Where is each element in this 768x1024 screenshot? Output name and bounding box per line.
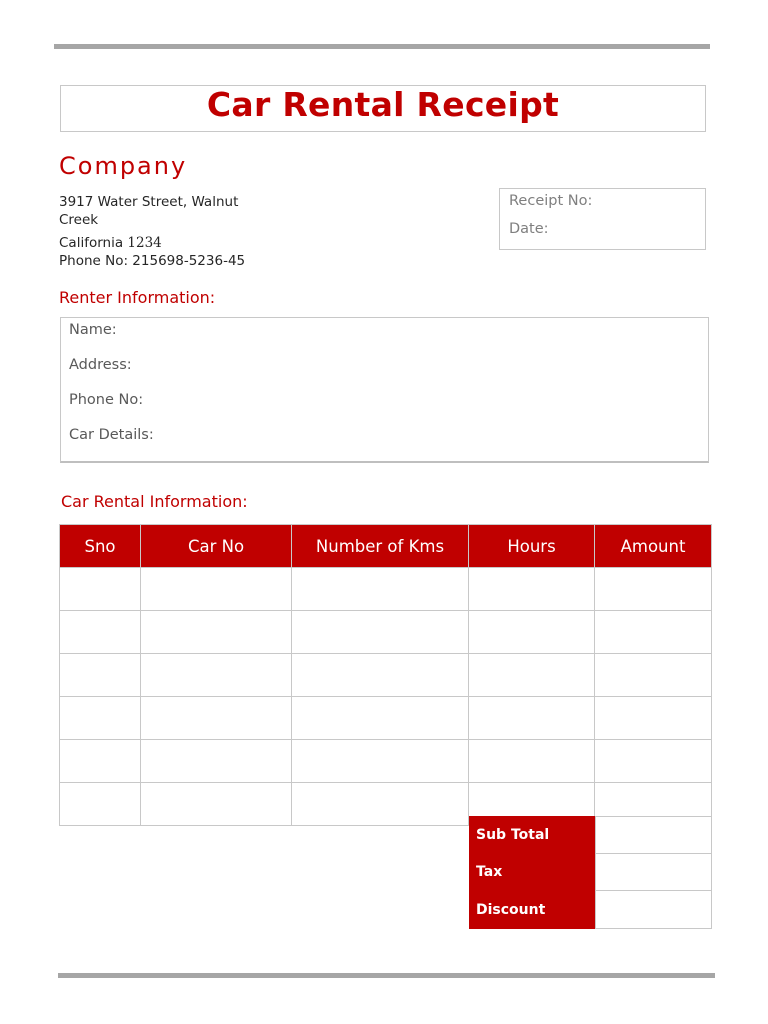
- column-header-amount: Amount: [595, 525, 712, 568]
- table-cell: [595, 740, 712, 783]
- table-cell: [60, 740, 141, 783]
- table-cell: [469, 654, 595, 697]
- renter-info-box: [60, 317, 709, 463]
- table-cell: [595, 568, 712, 611]
- discount-row: [469, 891, 712, 929]
- company-zip: 1234: [127, 235, 162, 251]
- renter-name-label: Name:: [69, 322, 117, 338]
- table-cell: [292, 568, 469, 611]
- sub-total-row: [469, 816, 712, 854]
- column-header-hours: Hours: [469, 525, 595, 568]
- receipt-no-label: Receipt No:: [509, 193, 593, 209]
- table-cell: [141, 611, 292, 654]
- column-header-kms: Number of Kms: [292, 525, 469, 568]
- table-cell: [60, 568, 141, 611]
- table-cell: [292, 611, 469, 654]
- table-cell: [469, 697, 595, 740]
- rental-table-header: [60, 525, 712, 568]
- company-state-zip: [59, 234, 162, 252]
- table-cell: [469, 611, 595, 654]
- table-row: [60, 740, 712, 783]
- totals-block: [469, 816, 712, 929]
- table-cell: [141, 740, 292, 783]
- renter-info-heading: Renter Information:: [59, 288, 216, 307]
- sub-total-value: [595, 816, 712, 854]
- company-state: California: [59, 235, 128, 251]
- table-cell: [292, 697, 469, 740]
- table-row: [60, 611, 712, 654]
- bottom-rule: [58, 973, 715, 978]
- table-row: [60, 697, 712, 740]
- table-cell: [469, 740, 595, 783]
- document-title: Car Rental Receipt: [206, 85, 560, 124]
- company-name: Company: [59, 152, 188, 180]
- table-cell: [595, 654, 712, 697]
- tax-value: [595, 854, 712, 892]
- table-cell: [141, 654, 292, 697]
- table-cell: [292, 783, 469, 826]
- discount-label: Discount: [469, 891, 595, 929]
- top-rule: [54, 44, 710, 49]
- tax-row: [469, 854, 712, 892]
- rental-table: [59, 524, 712, 826]
- table-row: [60, 654, 712, 697]
- date-label: Date:: [509, 221, 549, 237]
- table-cell: [292, 740, 469, 783]
- column-header-car-no: Car No: [141, 525, 292, 568]
- company-address-line1: 3917 Water Street, Walnut: [59, 194, 239, 210]
- table-cell: [141, 783, 292, 826]
- title-box: [60, 85, 706, 132]
- table-cell: [60, 697, 141, 740]
- table-cell: [141, 568, 292, 611]
- company-address-line2: Creek: [59, 212, 99, 228]
- table-cell: [595, 697, 712, 740]
- company-phone: Phone No: 215698-5236-45: [59, 253, 246, 269]
- column-header-sno: Sno: [60, 525, 141, 568]
- sub-total-label: Sub Total: [469, 816, 595, 854]
- renter-address-label: Address:: [69, 357, 132, 373]
- receipt-info-box: [499, 188, 706, 250]
- table-row: [60, 568, 712, 611]
- table-cell: [141, 697, 292, 740]
- table-cell: [595, 611, 712, 654]
- table-cell: [60, 654, 141, 697]
- table-cell: [60, 611, 141, 654]
- table-cell: [469, 568, 595, 611]
- discount-value: [595, 891, 712, 929]
- tax-label: Tax: [469, 854, 595, 892]
- renter-phone-label: Phone No:: [69, 392, 144, 408]
- table-cell: [60, 783, 141, 826]
- table-cell: [292, 654, 469, 697]
- renter-car-details-label: Car Details:: [69, 427, 154, 443]
- rental-info-heading: Car Rental Information:: [61, 492, 248, 511]
